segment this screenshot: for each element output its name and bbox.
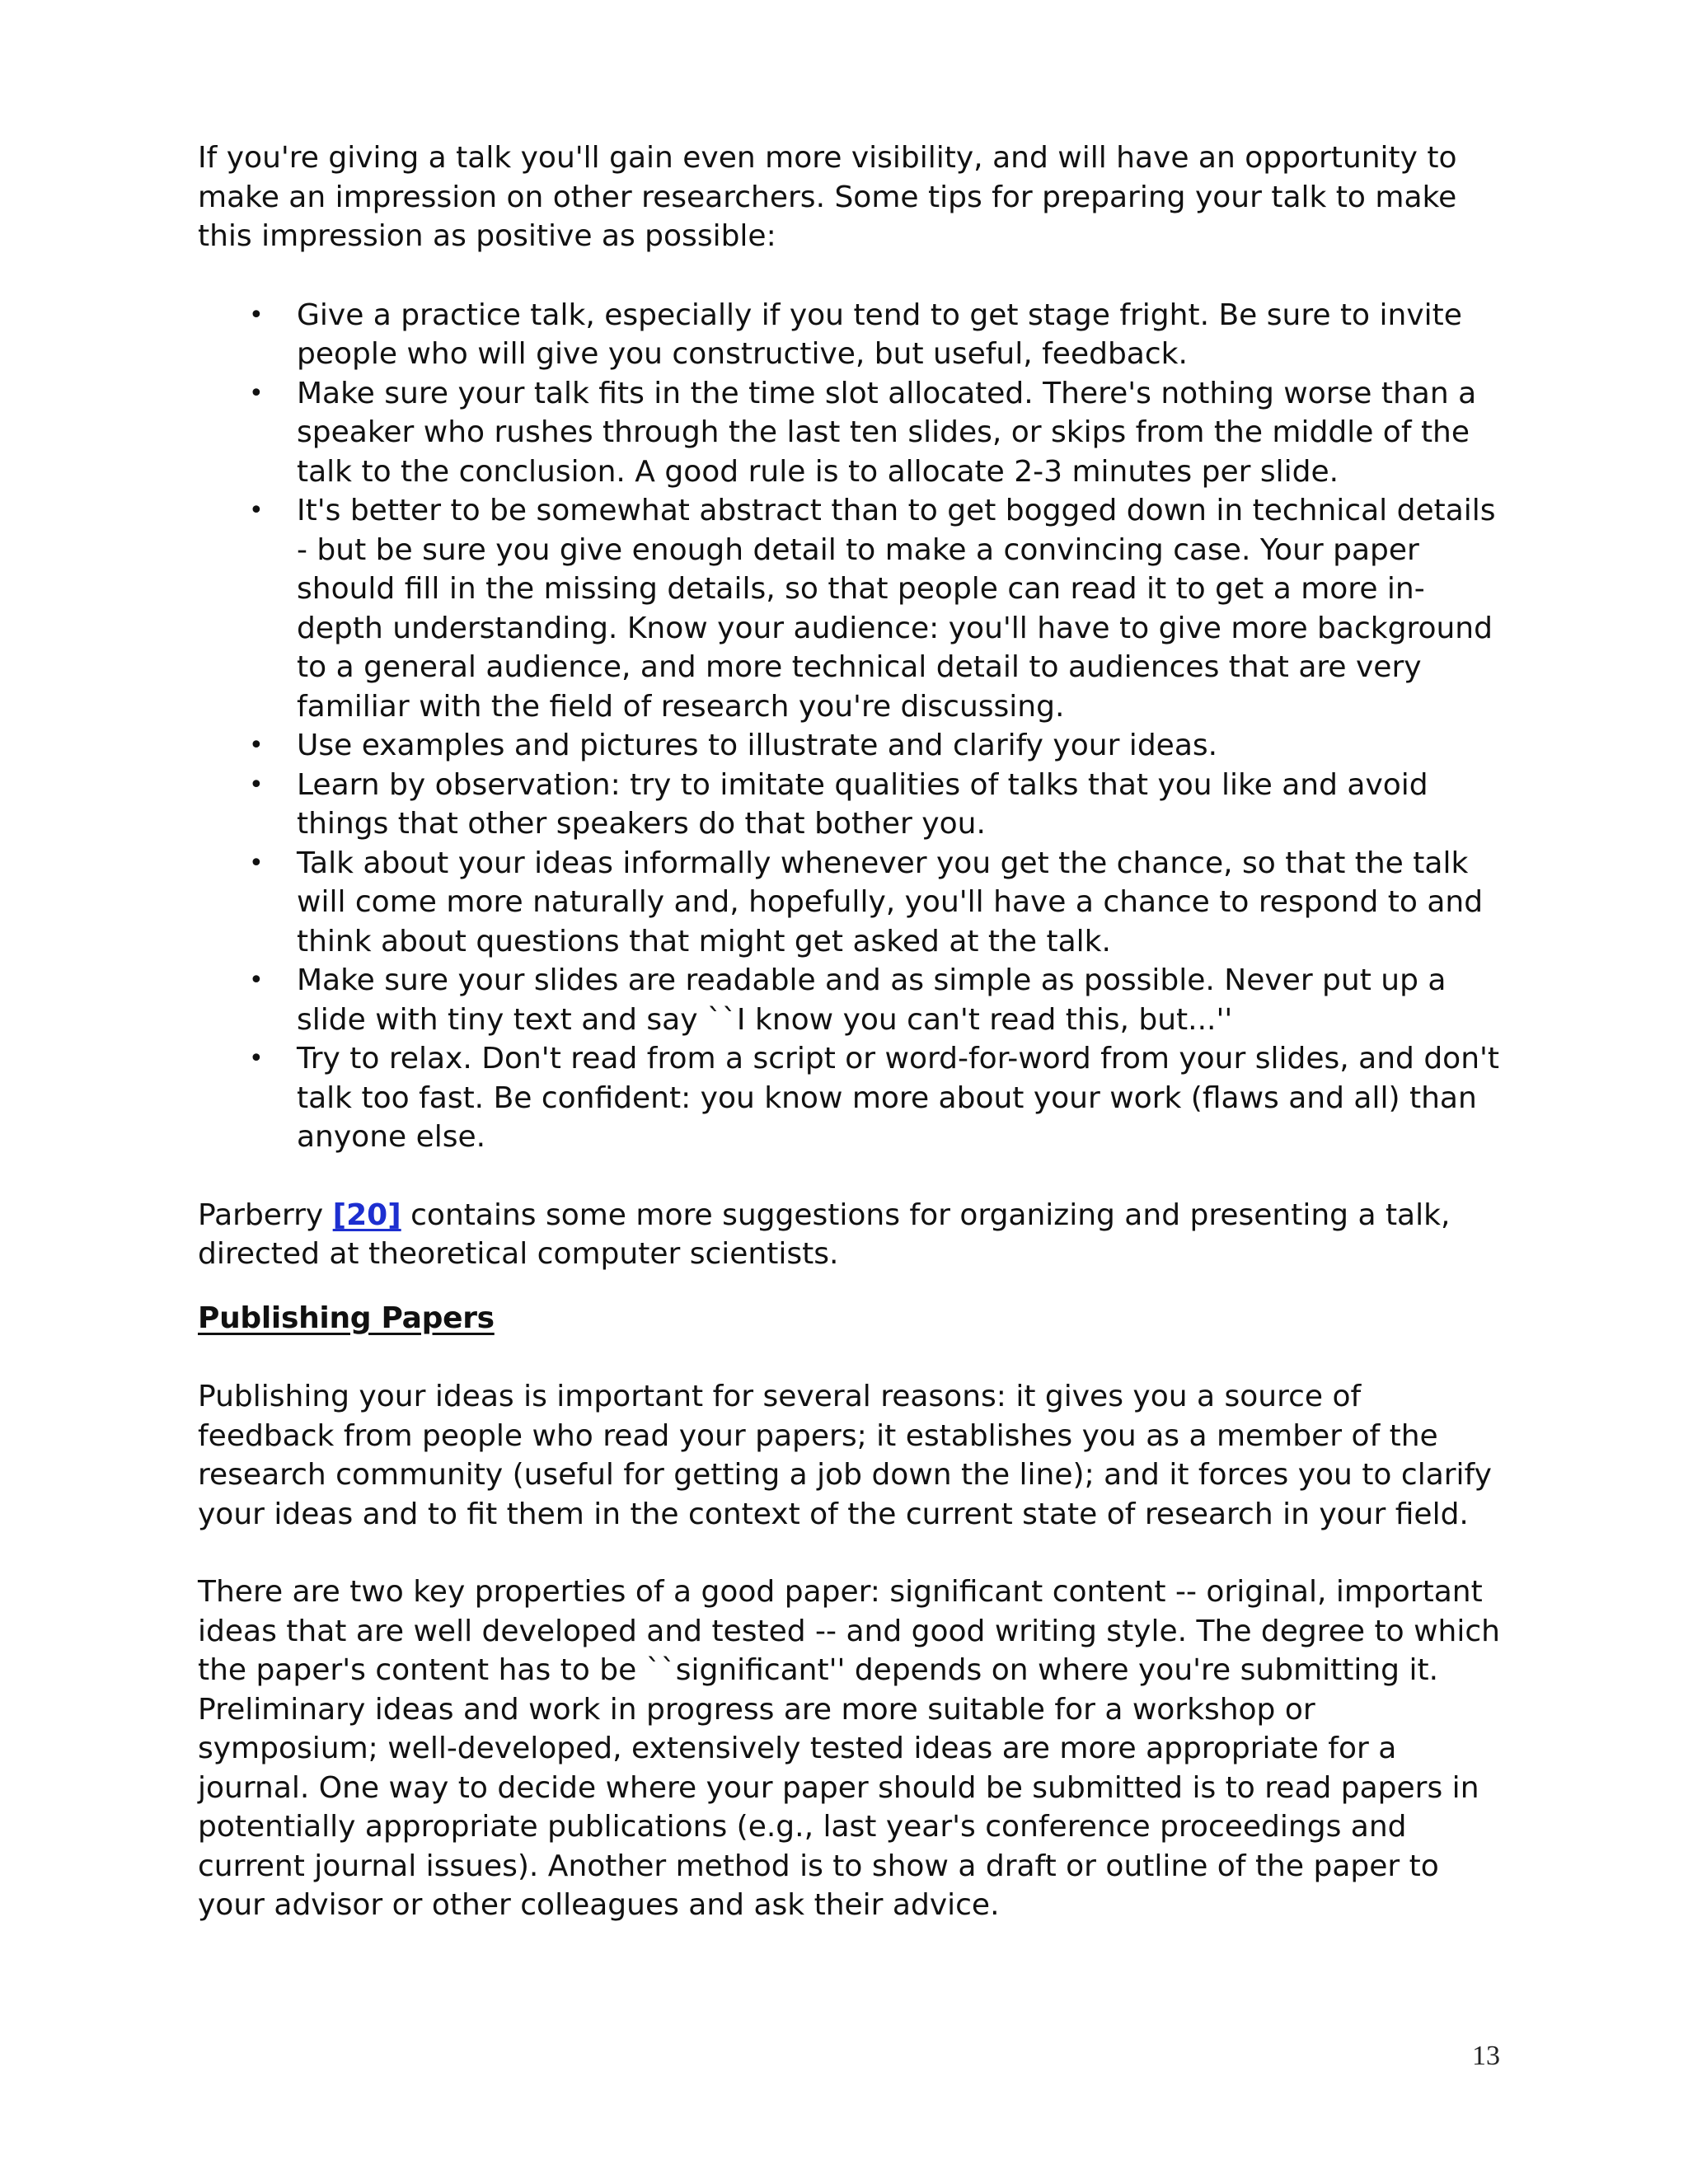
list-item: [198, 296, 1500, 374]
list-item: [198, 726, 1500, 766]
bullet-icon: •: [249, 731, 264, 760]
page-number: 13: [1472, 2041, 1500, 2071]
bullet-icon: •: [249, 300, 264, 330]
list-item: [198, 1039, 1500, 1157]
bullet-icon: •: [249, 966, 264, 995]
list-item-text: Give a practice talk, especially if you tend to get stage fright. Be sure to invite people who will give you constructive, but useful, feedback.: [297, 298, 1462, 371]
bullet-icon: •: [249, 496, 264, 525]
parberry-text-before: Parberry: [198, 1197, 333, 1232]
list-item-text: Make sure your slides are readable and as simple as possible. Never put up a slide with tiny text and say ``I know you can't read this, but...'': [297, 963, 1447, 1037]
intro-paragraph: If you're giving a talk you'll gain even more visibility, and will have an opportunity to make an impression on other researchers. Some tips for preparing your talk to make this impression as positive as possible:: [198, 141, 1457, 253]
list-item-text: Try to relax. Don't read from a script or word-for-word from your slides, and don't talk too fast. Be confident: you know more about your work (flaws and all) than anyone else.: [297, 1042, 1500, 1154]
document-page: [198, 138, 1500, 1964]
bullet-icon: •: [249, 770, 264, 799]
list-item: [198, 374, 1500, 492]
list-item-text: Learn by observation: try to imitate qualities of talks that you like and avoid things that other speakers do that bother you.: [297, 767, 1428, 841]
list-item: [198, 766, 1500, 844]
list-item-text: Talk about your ideas informally whenever you get the chance, so that the talk will come more naturally and, hopefully, you'll have a chance to respond to and think about questions that might get asked at the talk.: [297, 846, 1484, 958]
reference-link-20[interactable]: [20]: [332, 1197, 401, 1232]
tips-list: [198, 296, 1500, 1157]
list-item-text: Make sure your talk fits in the time slot allocated. There's nothing worse than a speaker who rushes through the last ten slides, or skips from the middle of the talk to the conclusion. A good rule is to allocate 2-3 minutes per slide.: [297, 376, 1477, 489]
bullet-icon: •: [249, 378, 264, 408]
bullet-icon: •: [249, 1044, 264, 1073]
section-heading-publishing-papers: Publishing Papers: [198, 1301, 495, 1335]
list-item: [198, 844, 1500, 962]
list-item-text: Use examples and pictures to illustrate and clarify your ideas.: [297, 729, 1218, 762]
list-item: [198, 491, 1500, 726]
list-item-text: It's better to be somewhat abstract than to get bogged down in technical details - but be sure you give enough detail to make a convincing case. Your paper should fill in the missing details, so that people can read it to get a more in-depth understanding. Know your audience: you'll have to give more background to a general audience, and more technical detail to audiences that are very familiar with the field of research you're discussing.: [297, 494, 1496, 724]
parberry-paragraph: [198, 1196, 1500, 1274]
parberry-text-after: contains some more suggestions for organizing and presenting a talk, directed at theoretical computer scientists.: [198, 1197, 1451, 1271]
bullet-icon: •: [249, 848, 264, 878]
publishing-paragraph-1: Publishing your ideas is important for several reasons: it gives you a source of feedback from people who read your papers; it establishes you as a member of the research community (useful for getting a job down the line); and it forces you to clarify your ideas and to fit them in the context of the current state of research in your field.: [198, 1380, 1492, 1531]
list-item: [198, 961, 1500, 1039]
publishing-paragraph-2: There are two key properties of a good paper: significant content -- original, important ideas that are well developed and tested -- and good writing style. The degree to which the paper's content has to be ``significant'' depends on where you're submitting it. Preliminary ideas and work in progress are more suitable for a workshop or symposium; well-developed, extensively tested ideas are more appropriate for a journal. One way to decide where your paper should be submitted is to read papers in potentially appropriate publications (e.g., last year's conference proceedings and current journal issues). Another method is to show a draft or outline of the paper to your advisor or other colleagues and ask their advice.: [198, 1575, 1500, 1922]
